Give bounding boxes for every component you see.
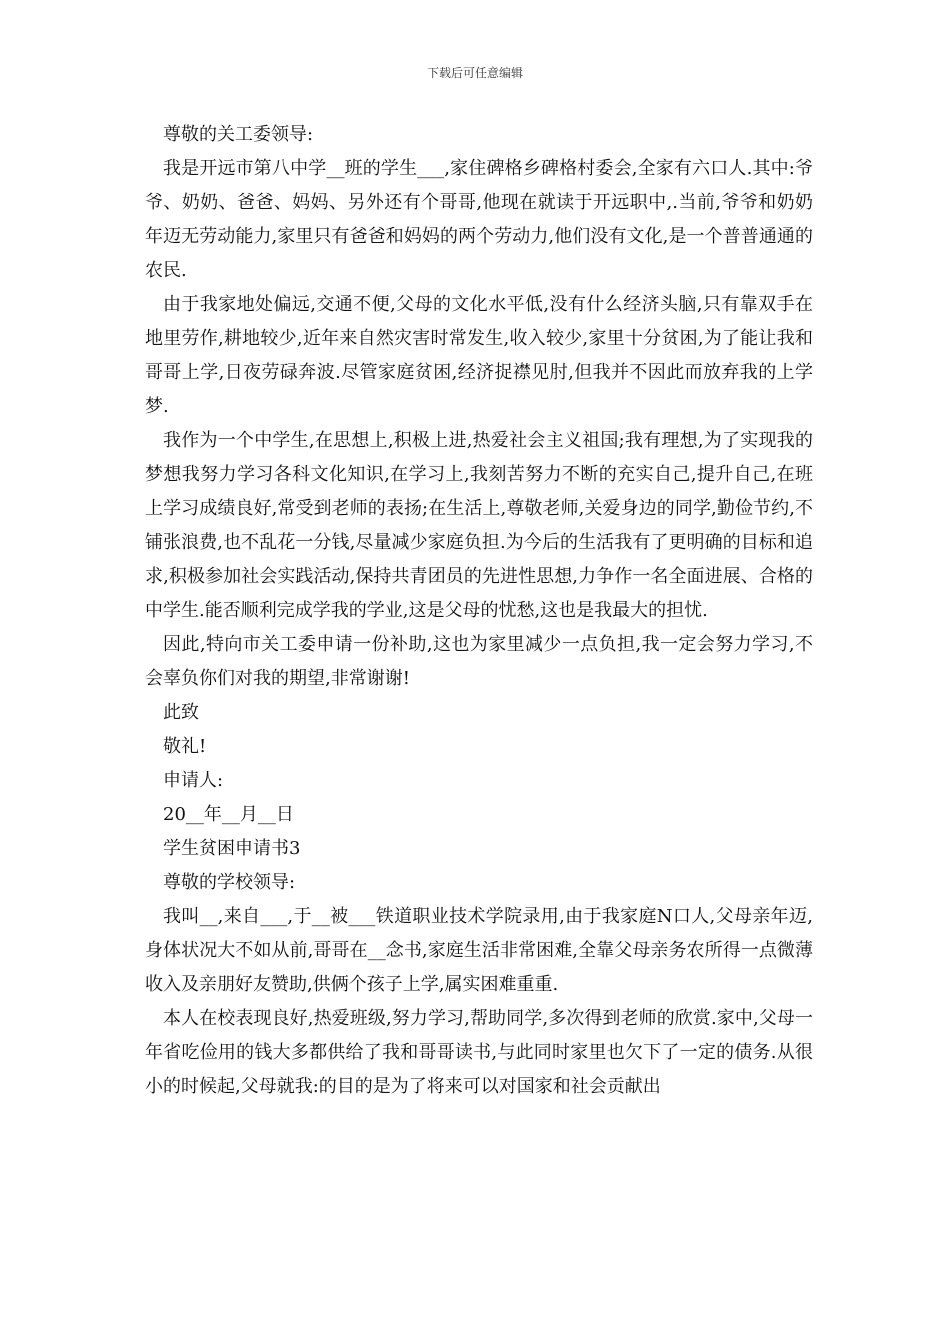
body-paragraph: 由于我家地处偏远,交通不便,父母的文化水平低,没有什么经济头脑,只有靠双手在地里劳作,耕地较少,近年来自然灾害时常发生,收入较少,家里十分贫困,为了能让我和哥哥上学,日夜劳碌奔波.尽管家庭贫困,经济捉襟见肘,但我并不因此而放弃我的上学梦.	[145, 294, 813, 417]
section-title: 学生贫困申请书3	[163, 838, 301, 859]
body-paragraph: 我是开远市第八中学__班的学生___,家住碑格乡碑格村委会,全家有六口人.其中:爷爷、奶奶、爸爸、妈妈、另外还有个哥哥,他现在就读于开远职中,.当前,爷爷和奶奶年迈无劳动能力,家里只有爸爸和妈妈的两个劳动力,他们没有文化,是一个普普通通的农民.	[145, 158, 813, 281]
closing-line: 此致	[163, 702, 199, 723]
date-line: 20__年__月__日	[163, 804, 294, 825]
applicant-line: 申请人:	[163, 770, 224, 791]
salutation-paragraph: 尊敬的关工委领导:	[163, 124, 314, 145]
page-header-note: 下载后可任意编辑	[426, 66, 523, 80]
body-paragraph: 我作为一个中学生,在思想上,积极上进,热爱社会主义祖国;我有理想,为了实现我的梦想我努力学习各科文化知识,在学习上,我刻苦努力不断的充实自己,提升自己,在班上学习成绩良好,常受到老师的表扬;在生活上,尊敬老师,关爱身边的同学,勤俭节约,不铺张浪费,也不乱花一分钱,尽量减少家庭负担.为今后的生活我有了更明确的目标和追求,积极参加社会实践活动,保持共青团员的先进性思想,力争作一名全面进展、合格的中学生.能否顺利完成学我的学业,这是父母的忧愁,这也是我最大的担忧.	[145, 430, 813, 621]
body-paragraph: 因此,特向市关工委申请一份补助,这也为家里减少一点负担,我一定会努力学习,不会辜负你们对我的期望,非常谢谢!	[145, 634, 813, 689]
document-body	[145, 118, 813, 1104]
body-paragraph: 本人在校表现良好,热爱班级,努力学习,帮助同学,多次得到老师的欣赏.家中,父母一年省吃俭用的钱大多都供给了我和哥哥读书,与此同时家里也欠下了一定的债务.从很小的时候起,父母就我:的目的是为了将来可以对国家和社会贡献出	[145, 1008, 813, 1097]
closing-line: 敬礼!	[163, 736, 207, 757]
salutation-paragraph: 尊敬的学校领导:	[163, 872, 296, 893]
body-paragraph: 我叫__,来自___,于__被___铁道职业技术学院录用,由于我家庭N口人,父母亲年迈,身体状况大不如从前,哥哥在__念书,家庭生活非常困难,全靠父母亲务农所得一点微薄收入及亲朋好友赞助,供俩个孩子上学,属实困难重重.	[145, 906, 813, 995]
